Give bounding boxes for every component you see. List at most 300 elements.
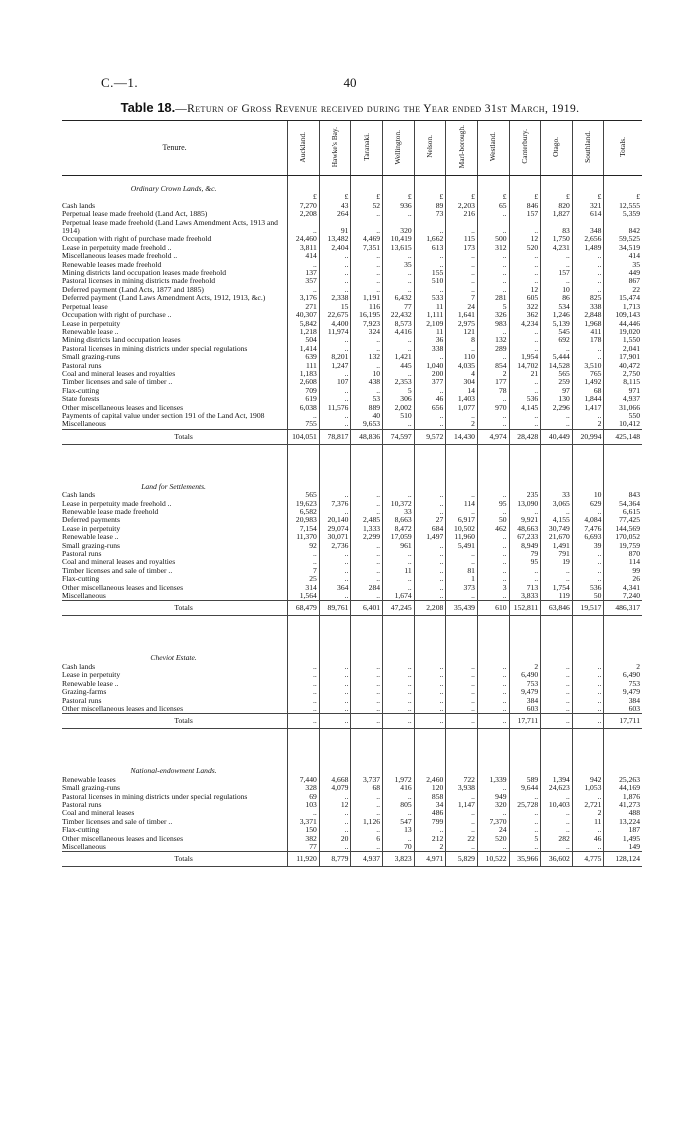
- value-cell: 842: [604, 219, 642, 236]
- spacer-cell: [572, 176, 604, 184]
- total-value-cell: 47,245: [383, 601, 415, 616]
- spacer-cell: [288, 616, 320, 653]
- value-cell: ..: [477, 809, 509, 817]
- value-cell: 4,469: [351, 235, 383, 243]
- value-cell: ..: [509, 793, 541, 801]
- spacer-cell: [319, 616, 351, 653]
- value-cell: 30,749: [541, 525, 573, 533]
- value-cell: ..: [414, 353, 446, 361]
- row-label: Renewable lease made freehold: [62, 508, 159, 516]
- value-cell: 155: [414, 269, 446, 277]
- value-cell: 1,246: [541, 311, 573, 319]
- value-cell: 3,811: [288, 244, 320, 252]
- spacer-cell: [351, 616, 383, 653]
- value-cell: ..: [541, 826, 573, 834]
- value-cell: 4,155: [541, 516, 573, 524]
- value-cell: 22: [446, 835, 478, 843]
- total-value-cell: 20,994: [572, 429, 604, 444]
- total-value-cell: 104,051: [288, 429, 320, 444]
- table-row: [62, 818, 642, 826]
- value-cell: 22: [604, 286, 642, 294]
- value-cell: 25,728: [509, 801, 541, 809]
- total-value-cell: 5,829: [446, 852, 478, 867]
- value-cell: 11,370: [288, 533, 320, 541]
- spacer-cell: [62, 444, 288, 481]
- value-cell: 1,218: [288, 328, 320, 336]
- total-value-cell: 6,401: [351, 601, 383, 616]
- value-cell: £: [351, 193, 383, 201]
- value-cell: ..: [319, 370, 351, 378]
- value-cell: 29,074: [319, 525, 351, 533]
- value-cell: 10,412: [604, 420, 642, 429]
- value-cell: 50: [477, 516, 509, 524]
- value-cell: 132: [351, 353, 383, 361]
- value-cell: 25: [288, 575, 320, 583]
- spacer-cell: [351, 729, 383, 766]
- value-cell: 10,419: [383, 235, 415, 243]
- value-cell: ..: [446, 680, 478, 688]
- spacer-cell: [383, 652, 415, 662]
- value-cell: 314: [288, 584, 320, 592]
- table-row: [62, 210, 642, 218]
- value-cell: 10,372: [383, 500, 415, 508]
- value-cell: 322: [509, 303, 541, 311]
- value-cell: 846: [509, 202, 541, 210]
- value-cell: 24: [446, 303, 478, 311]
- table-row: [62, 193, 642, 201]
- value-cell: 753: [509, 680, 541, 688]
- row-label: Renewable leases: [62, 775, 116, 784]
- value-cell: 212: [414, 835, 446, 843]
- value-cell: 10: [351, 370, 383, 378]
- spacer-cell: [541, 444, 573, 481]
- value-cell: 3,833: [509, 592, 541, 601]
- value-cell: 46: [414, 395, 446, 403]
- spacer-cell: [319, 176, 351, 184]
- value-cell: ..: [446, 558, 478, 566]
- table-row: [62, 286, 642, 294]
- value-cell: ..: [414, 826, 446, 834]
- value-cell: 3,176: [288, 294, 320, 302]
- column-header: [383, 121, 415, 176]
- value-cell: 2,460: [414, 776, 446, 784]
- value-cell: 11: [383, 567, 415, 575]
- page-number: 40: [343, 75, 357, 90]
- value-cell: 362: [509, 311, 541, 319]
- value-cell: 44,446: [604, 320, 642, 328]
- value-cell: 33: [383, 508, 415, 516]
- value-cell: 1,754: [541, 584, 573, 592]
- totals-label: Totals: [62, 714, 288, 729]
- value-cell: 150: [288, 826, 320, 834]
- value-cell: 4,668: [319, 776, 351, 784]
- value-cell: 95: [477, 500, 509, 508]
- value-cell: 713: [509, 584, 541, 592]
- value-cell: 1,394: [541, 776, 573, 784]
- value-cell: ..: [351, 801, 383, 809]
- value-cell: ..: [414, 688, 446, 696]
- value-cell: 2,208: [288, 210, 320, 218]
- column-header-label: Taranaki.: [361, 133, 371, 161]
- value-cell: 2,353: [383, 378, 415, 386]
- spacer-cell: [477, 652, 509, 662]
- spacer-cell: [383, 183, 415, 193]
- totals-label: Totals: [62, 429, 288, 444]
- value-cell: 115: [446, 235, 478, 243]
- spacer-cell: [509, 444, 541, 481]
- value-cell: 9,644: [509, 784, 541, 792]
- value-cell: 89: [414, 202, 446, 210]
- value-cell: 2,109: [414, 320, 446, 328]
- value-cell: 81: [446, 567, 478, 575]
- value-cell: 603: [604, 705, 642, 714]
- totals-label: Totals: [62, 852, 288, 867]
- total-value-cell: 11,920: [288, 852, 320, 867]
- table-row: [62, 269, 642, 277]
- row-label: Other miscellaneous leases and licenses: [62, 583, 184, 592]
- value-cell: 21: [509, 370, 541, 378]
- spacer-cell: [288, 444, 320, 481]
- column-header-label: Totals.: [618, 136, 628, 157]
- value-cell: 312: [477, 244, 509, 252]
- table-row: [62, 420, 642, 429]
- value-cell: 5: [509, 835, 541, 843]
- spacer-cell: [541, 176, 573, 184]
- value-cell: 3,065: [541, 500, 573, 508]
- spacer-cell: [288, 652, 320, 662]
- value-cell: ..: [446, 269, 478, 277]
- value-cell: ..: [541, 420, 573, 429]
- value-cell: ..: [446, 663, 478, 671]
- value-cell: 326: [477, 311, 509, 319]
- spacer-cell: [319, 765, 351, 775]
- value-cell: ..: [319, 793, 351, 801]
- value-cell: 1,339: [477, 776, 509, 784]
- value-cell: 565: [288, 491, 320, 499]
- row-label: [62, 193, 288, 201]
- value-cell: ..: [319, 575, 351, 583]
- value-cell: 550: [604, 412, 642, 420]
- value-cell: 14: [446, 387, 478, 395]
- value-cell: 1,972: [383, 776, 415, 784]
- column-header-label: Nelson.: [424, 135, 434, 159]
- value-cell: 1,077: [446, 404, 478, 412]
- row-label: Flax-cutting: [62, 826, 100, 835]
- spacer-cell: [541, 616, 573, 653]
- value-cell: 536: [509, 395, 541, 403]
- value-cell: 14,528: [541, 362, 573, 370]
- row-label: Timber licenses and sale of timber ..: [62, 817, 173, 826]
- value-cell: 11: [414, 328, 446, 336]
- value-cell: ..: [541, 252, 573, 260]
- value-cell: ..: [414, 584, 446, 592]
- value-cell: 338: [572, 303, 604, 311]
- row-label: Cash lands: [62, 491, 96, 500]
- total-value-cell: 486,317: [604, 601, 642, 616]
- value-cell: 77,425: [604, 516, 642, 524]
- value-cell: 328: [288, 784, 320, 792]
- value-cell: ..: [414, 567, 446, 575]
- value-cell: 264: [319, 210, 351, 218]
- table-row: [62, 303, 642, 311]
- spacer-cell: [414, 616, 446, 653]
- value-cell: ..: [383, 336, 415, 344]
- value-cell: £: [383, 193, 415, 201]
- value-cell: ..: [351, 705, 383, 714]
- value-cell: ..: [319, 286, 351, 294]
- table-row: [62, 533, 642, 541]
- value-cell: ..: [572, 663, 604, 671]
- row-label: Coal and mineral leases: [62, 809, 135, 818]
- value-cell: 1,126: [351, 818, 383, 826]
- column-header: [572, 121, 604, 176]
- total-value-cell: 2,208: [414, 601, 446, 616]
- value-cell: 97: [541, 387, 573, 395]
- section-title-row: [62, 183, 642, 193]
- total-value-cell: 48,836: [351, 429, 383, 444]
- value-cell: 43: [319, 202, 351, 210]
- row-label: Perpetual lease made freehold (Land Laws Amendment Acts, 1913 and 1914): [62, 218, 278, 236]
- value-cell: 3,510: [572, 362, 604, 370]
- value-cell: ..: [383, 697, 415, 705]
- total-value-cell: 78,817: [319, 429, 351, 444]
- total-value-cell: ..: [572, 714, 604, 729]
- spacer-cell: [477, 481, 509, 491]
- spacer-cell: [319, 183, 351, 193]
- value-cell: 414: [604, 252, 642, 260]
- value-cell: ..: [319, 252, 351, 260]
- spacer-cell: [572, 444, 604, 481]
- value-cell: 8,573: [383, 320, 415, 328]
- value-cell: 8,115: [604, 378, 642, 386]
- value-cell: ..: [383, 671, 415, 679]
- value-cell: ..: [414, 508, 446, 516]
- value-cell: ..: [383, 210, 415, 218]
- value-cell: 6,582: [288, 508, 320, 516]
- value-cell: ..: [383, 345, 415, 353]
- value-cell: 7,240: [604, 592, 642, 601]
- value-cell: ..: [572, 261, 604, 269]
- row-label: Cash lands: [62, 662, 96, 671]
- value-cell: 50: [572, 592, 604, 601]
- value-cell: ..: [446, 688, 478, 696]
- spacer-cell: [288, 765, 320, 775]
- row-label: Small grazing-runs: [62, 353, 120, 362]
- value-cell: ..: [288, 697, 320, 705]
- value-cell: 2,002: [383, 404, 415, 412]
- value-cell: £: [288, 193, 320, 201]
- value-cell: ..: [319, 420, 351, 429]
- value-cell: 86: [541, 294, 573, 302]
- value-cell: 54,364: [604, 500, 642, 508]
- value-cell: ..: [572, 353, 604, 361]
- table-row: [62, 370, 642, 378]
- table-row: [62, 826, 642, 834]
- value-cell: 445: [383, 362, 415, 370]
- value-cell: £: [604, 193, 642, 201]
- value-cell: ..: [383, 584, 415, 592]
- value-cell: ..: [319, 345, 351, 353]
- table-row: [62, 219, 642, 236]
- value-cell: 820: [541, 202, 573, 210]
- value-cell: 44,169: [604, 784, 642, 792]
- total-value-cell: 89,761: [319, 601, 351, 616]
- section-spacer-row: [62, 176, 642, 184]
- value-cell: ..: [477, 550, 509, 558]
- value-cell: ..: [383, 269, 415, 277]
- row-label: Pastoral runs: [62, 696, 102, 705]
- table-row: [62, 500, 642, 508]
- value-cell: ..: [351, 575, 383, 583]
- value-cell: ..: [446, 252, 478, 260]
- value-cell: 534: [541, 303, 573, 311]
- value-cell: 5,359: [604, 210, 642, 218]
- value-cell: ..: [541, 575, 573, 583]
- value-cell: ..: [319, 705, 351, 714]
- value-cell: 109,143: [604, 311, 642, 319]
- row-label: Pastoral licenses in mining districts under special regulations: [62, 792, 248, 801]
- value-cell: 1,053: [572, 784, 604, 792]
- value-cell: 1,968: [572, 320, 604, 328]
- spacer-cell: [414, 481, 446, 491]
- value-cell: 216: [446, 210, 478, 218]
- row-label: Mining districts land occupation leases made freehold: [62, 269, 227, 278]
- value-cell: 15,474: [604, 294, 642, 302]
- spacer-cell: [446, 481, 478, 491]
- value-cell: 510: [414, 277, 446, 285]
- value-cell: 1,417: [572, 404, 604, 412]
- spacer-cell: [572, 616, 604, 653]
- value-cell: 5,444: [541, 353, 573, 361]
- spacer-cell: [541, 729, 573, 766]
- table-row: [62, 320, 642, 328]
- spacer-cell: [351, 765, 383, 775]
- value-cell: ..: [319, 809, 351, 817]
- value-cell: 854: [477, 362, 509, 370]
- value-cell: 116: [351, 303, 383, 311]
- table-row: [62, 663, 642, 671]
- value-cell: 200: [414, 370, 446, 378]
- value-cell: 22,675: [319, 311, 351, 319]
- spacer-cell: [604, 183, 642, 193]
- value-cell: ..: [351, 567, 383, 575]
- spacer-cell: [604, 176, 642, 184]
- value-cell: ..: [414, 252, 446, 260]
- spacer-cell: [509, 729, 541, 766]
- value-cell: 65: [477, 202, 509, 210]
- table-caption: —Return of Gross Revenue received during the Year ended 31st March, 1919.: [175, 103, 580, 115]
- row-label: Flax-cutting: [62, 575, 100, 584]
- row-label: Perpetual lease made freehold (Land Act, 1885): [62, 210, 208, 219]
- value-cell: ..: [351, 680, 383, 688]
- value-cell: 2,203: [446, 202, 478, 210]
- value-cell: 5,139: [541, 320, 573, 328]
- value-cell: ..: [383, 809, 415, 817]
- spacer-cell: [319, 444, 351, 481]
- column-header: [477, 121, 509, 176]
- value-cell: ..: [446, 261, 478, 269]
- value-cell: 7,270: [288, 202, 320, 210]
- value-cell: ..: [414, 387, 446, 395]
- spacer-cell: [288, 183, 320, 193]
- value-cell: 7: [446, 294, 478, 302]
- spacer-cell: [477, 729, 509, 766]
- value-cell: ..: [383, 663, 415, 671]
- table-title: [0, 100, 700, 115]
- value-cell: 1,876: [604, 793, 642, 801]
- value-cell: ..: [477, 533, 509, 541]
- value-cell: 2,721: [572, 801, 604, 809]
- row-label: Lease in perpetuity: [62, 319, 121, 328]
- value-cell: £: [414, 193, 446, 201]
- spacer-cell: [446, 183, 478, 193]
- spacer-cell: [446, 444, 478, 481]
- value-cell: ..: [288, 809, 320, 817]
- value-cell: ..: [414, 500, 446, 508]
- table-row: [62, 697, 642, 705]
- value-cell: 1,713: [604, 303, 642, 311]
- value-cell: 2: [477, 370, 509, 378]
- row-label: Miscellaneous leases made freehold ..: [62, 252, 178, 261]
- value-cell: 684: [414, 525, 446, 533]
- value-cell: 545: [541, 328, 573, 336]
- value-cell: 1,247: [319, 362, 351, 370]
- value-cell: ..: [383, 491, 415, 499]
- row-label: Pastoral licenses in mining districts made freehold: [62, 277, 216, 286]
- spacer-cell: [572, 729, 604, 766]
- table-row: [62, 277, 642, 285]
- value-cell: ..: [351, 663, 383, 671]
- value-cell: ..: [351, 269, 383, 277]
- value-cell: 1,489: [572, 244, 604, 252]
- value-cell: ..: [414, 412, 446, 420]
- value-cell: ..: [446, 705, 478, 714]
- value-cell: 107: [319, 378, 351, 386]
- value-cell: 533: [414, 294, 446, 302]
- value-cell: 306: [383, 395, 415, 403]
- total-value-cell: 10,522: [477, 852, 509, 867]
- value-cell: 24,460: [288, 235, 320, 243]
- spacer-cell: [572, 481, 604, 491]
- value-cell: 765: [572, 370, 604, 378]
- spacer-cell: [446, 729, 478, 766]
- value-cell: ..: [319, 277, 351, 285]
- spacer-cell: [351, 444, 383, 481]
- spacer-cell: [541, 183, 573, 193]
- value-cell: ..: [572, 412, 604, 420]
- value-cell: ..: [319, 592, 351, 601]
- spacer-cell: [446, 652, 478, 662]
- value-cell: 19,623: [288, 500, 320, 508]
- value-cell: 6,615: [604, 508, 642, 516]
- value-cell: ..: [541, 688, 573, 696]
- table-number: Table 18.: [120, 100, 176, 115]
- table-row: [62, 395, 642, 403]
- value-cell: ..: [351, 697, 383, 705]
- row-label: Deferred payments: [62, 516, 120, 525]
- value-cell: ..: [572, 550, 604, 558]
- value-cell: 8,472: [383, 525, 415, 533]
- value-cell: ..: [509, 387, 541, 395]
- column-header-tenure: Tenure.: [62, 121, 288, 176]
- value-cell: ..: [351, 843, 383, 852]
- section-title-row: [62, 652, 642, 662]
- value-cell: ..: [319, 558, 351, 566]
- value-cell: 137: [288, 269, 320, 277]
- value-cell: ..: [572, 793, 604, 801]
- value-cell: 1,183: [288, 370, 320, 378]
- value-cell: 7: [288, 567, 320, 575]
